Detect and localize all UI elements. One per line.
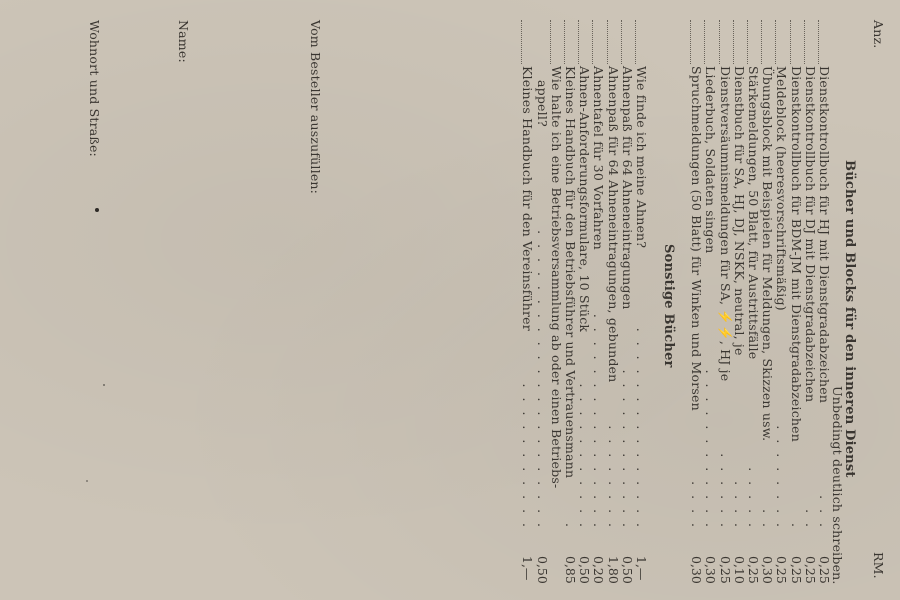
item-label: Spruchmeldungen (50 Blatt) für Winken und Morsen [689,66,705,411]
item-label: Ahnenpaß für 64 Ahneneintragungen, gebunden [605,66,621,383]
item-leader-dots: . [563,523,578,530]
item-leader-dots: . . . . . . . . [774,425,790,530]
quantity-fill-line[interactable] [818,20,819,64]
item-leader-dots: . . . . [731,481,747,530]
item-label: Dienstversäumnismeldungen für SA, ⚡⚡, HJ je [717,66,733,382]
item-leader-dots: . . . . . . . . . . . [577,383,593,530]
item-price: 0,50 [577,556,593,584]
paper-speck [95,208,99,212]
item-leader-dots: . . . . . . . . [605,425,621,530]
item-price: 0,10 [731,556,747,584]
quantity-fill-line[interactable] [790,20,791,64]
item-label: Stärkemeldungen, 50 Blatt, für Austrittsfälle [746,66,761,360]
quantity-fill-line[interactable] [521,20,522,64]
item-label: Wie halte ich eine Betriebsversammlung ab oder einen Betriebs- [548,66,564,489]
item-price: 0,25 [717,556,733,584]
quantity-fill-line[interactable] [733,20,734,64]
item-leader-dots: . . . . . . . . . . . . . . . [634,327,649,530]
quantity-fill-line[interactable] [578,20,579,64]
item-leader-dots: . . . . . . . . . . . [520,383,536,530]
quantity-fill-line[interactable] [719,20,720,64]
item-price: 0,25 [746,556,761,584]
quantity-column-header: Anz. [871,20,886,49]
item-label: Ahnen-Anforderungsformulare, 10 Stück [577,66,593,333]
quantity-fill-line[interactable] [804,20,805,64]
item-leader-dots: . . . . [689,481,705,530]
item-leader-dots: . . . . . . . . . . . . . . . . . . . . . . [534,230,550,530]
price-column-header: RM. [871,552,886,579]
item-leader-dots: . . [760,509,776,530]
item-price: 0,25 [817,556,832,584]
item-leader-dots: . . . . . [746,467,761,530]
item-leader-dots: . . . [817,495,832,530]
item-price: 0,50 [534,556,550,584]
paper-speck [86,480,88,482]
item-label: Dienstbuch für SA, HJ, DJ, NSKK, neutral, je [731,66,747,356]
item-label: Dienstkontrollbuch für HJ mit Dienstgradabzeichen [817,66,832,404]
quantity-fill-line[interactable] [761,20,762,64]
section-title-other-books: Sonstige Bücher [661,244,676,368]
section-title-internal-service: Bücher und Blocks für den inneren Dienst [842,160,857,478]
item-price: 0,25 [802,556,818,584]
quantity-fill-line[interactable] [550,20,551,64]
quantity-fill-line[interactable] [690,20,691,64]
item-price: 0,20 [591,556,607,584]
quantity-fill-line[interactable] [564,20,565,64]
item-price: 0,25 [788,556,804,584]
item-leader-dots: . . . . . . . . . . . . [619,369,635,530]
item-label: Übungsblock mit Beispielen für Meldungen, Skizzen usw. [760,66,776,442]
quantity-fill-line[interactable] [704,20,705,64]
item-label: Kleines Handbuch für den Betriebsführer und Vertrauensmann [563,66,578,479]
customer-instruction: Vom Besteller auszufüllen: [308,20,323,195]
item-price: 0,30 [760,556,776,584]
item-label: Ahnenpaß für 64 Ahneneintragungen [619,66,635,310]
item-price: 1,— [520,556,536,581]
quantity-fill-line[interactable] [635,20,636,64]
item-label: Wie finde ich meine Ahnen? [634,66,649,249]
item-label: Ahnentafel für 30 Vorfahren [591,66,607,250]
name-field-label: Name: [176,20,191,63]
write-clearly-note: Unbedingt deutlich schreiben. [830,386,845,585]
item-price: 0,85 [563,556,578,584]
item-leader-dots: . . . . . . . . . . . . [703,369,719,530]
paper-speck [103,384,105,386]
quantity-fill-line[interactable] [747,20,748,64]
item-leader-dots: . . . . . . [717,453,733,530]
quantity-fill-line[interactable] [775,20,776,64]
address-field-label: Wohnort und Straße: [87,20,102,157]
item-price: 0,30 [703,556,719,584]
quantity-fill-line[interactable] [607,20,608,64]
item-label: Dienstkontrollbuch für BDM-JM mit Dienstgradabzeichen [788,66,804,443]
item-label: Liederbuch, Soldaten singen [703,66,719,254]
item-label: Meldeblock (heeresvorschriftsmäßig) [774,66,790,311]
item-price: 0,25 [774,556,790,584]
item-price: 1,— [634,556,649,581]
item-leader-dots: . . [802,509,818,530]
item-leader-dots: . . . . . . . . . . . . . . . . [591,313,607,530]
item-label: Kleines Handbuch für den Vereinsführer [520,66,536,331]
quantity-fill-line[interactable] [592,20,593,64]
item-price: 0,30 [689,556,705,584]
item-label: Dienstkontrollbuch für DJ mit Dienstgradabzeichen [802,66,818,403]
item-leader-dots: . [788,523,804,530]
item-label: appell? [534,80,550,127]
quantity-fill-line[interactable] [621,20,622,64]
item-price: 0,50 [619,556,635,584]
item-price: 1,80 [605,556,621,584]
